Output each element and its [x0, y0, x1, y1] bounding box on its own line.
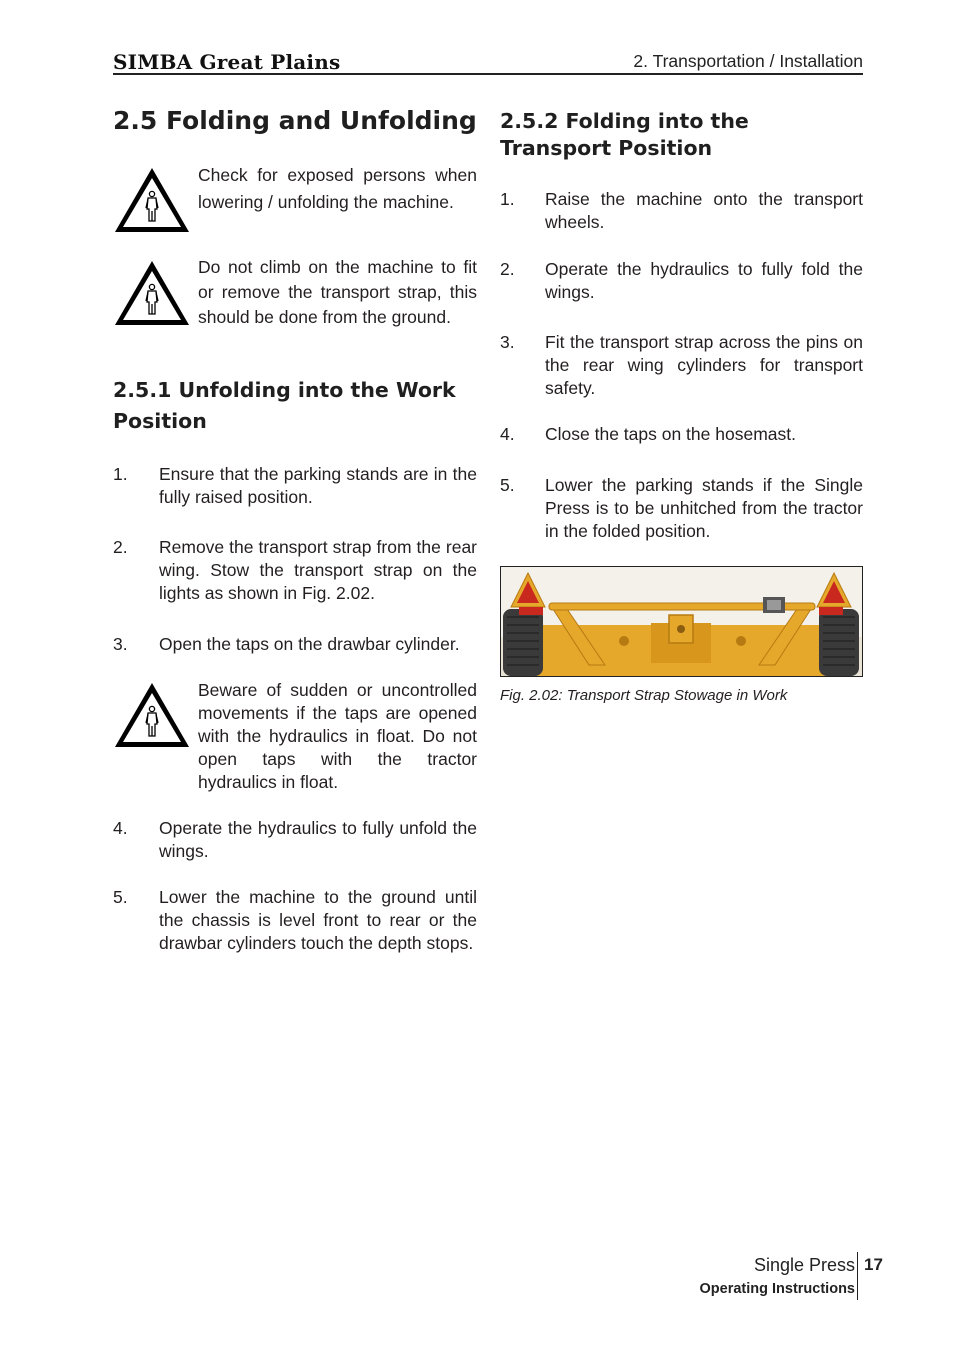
- warning-person-icon: [113, 166, 191, 234]
- list-item-number: 1.: [500, 189, 515, 209]
- list-item-number: 2.: [500, 259, 515, 279]
- warning-text-3: Beware of sudden or uncontrolled movements if the taps are opened with the hydraulics in float. Do not open taps with the tractor hydraulics in float.: [198, 680, 477, 792]
- list-item-text: Lower the parking stands if the Single Press is to be unhitched from the tractor in the folded position.: [545, 475, 863, 541]
- warning-text-1: Check for exposed persons when lowering / unfolding the machine.: [198, 165, 477, 212]
- list-item-text: Operate the hydraulics to fully fold the wings.: [545, 259, 863, 302]
- figure-photo: [500, 566, 863, 677]
- warning-text-2: Do not climb on the machine to fit or remove the transport strap, this should be done from the ground.: [198, 257, 477, 327]
- warning-person-icon: [113, 681, 191, 749]
- list-item-number: 3.: [113, 634, 128, 654]
- list-item-text: Open the taps on the drawbar cylinder.: [159, 634, 460, 654]
- section-title: 2.5 Folding and Unfolding: [113, 106, 477, 135]
- figure-caption: Fig. 2.02: Transport Strap Stowage in Work: [500, 687, 788, 704]
- list-item-text: Ensure that the parking stands are in the fully raised position.: [159, 464, 477, 507]
- list-item-text: Fit the transport strap across the pins on the rear wing cylinders for transport safety.: [545, 332, 863, 398]
- list-item-number: 1.: [113, 464, 128, 484]
- subsection-title-unfolding: 2.5.1 Unfolding into the Work Position: [113, 378, 456, 433]
- subsection-title-folding: 2.5.2 Folding into the Transport Position: [500, 109, 749, 160]
- brand-logo: SIMBA Great Plains: [113, 50, 341, 74]
- list-item-number: 2.: [113, 537, 128, 557]
- header-section: 2. Transportation / Installation: [633, 51, 863, 71]
- footer-subtitle: Operating Instructions: [699, 1281, 855, 1297]
- footer-divider: [857, 1252, 858, 1300]
- list-item-number: 4.: [113, 818, 128, 838]
- list-item-text: Remove the transport strap from the rear wing. Stow the transport strap on the lights as shown in Fig. 2.02.: [159, 537, 477, 603]
- list-item-number: 3.: [500, 332, 515, 352]
- header-rule: [113, 73, 863, 75]
- list-item-text: Operate the hydraulics to fully unfold the wings.: [159, 818, 477, 861]
- list-item-number: 4.: [500, 424, 515, 444]
- list-item-number: 5.: [500, 475, 515, 495]
- list-item-number: 5.: [113, 887, 128, 907]
- page-number: 17: [864, 1255, 883, 1274]
- list-item-text: Lower the machine to the ground until the chassis is level front to rear or the drawbar cylinders touch the depth stops.: [159, 887, 477, 953]
- list-item-text: Raise the machine onto the transport wheels.: [545, 189, 863, 232]
- footer-title: Single Press: [753, 1255, 855, 1275]
- warning-person-icon: [113, 259, 191, 327]
- list-item-text: Close the taps on the hosemast.: [545, 424, 796, 444]
